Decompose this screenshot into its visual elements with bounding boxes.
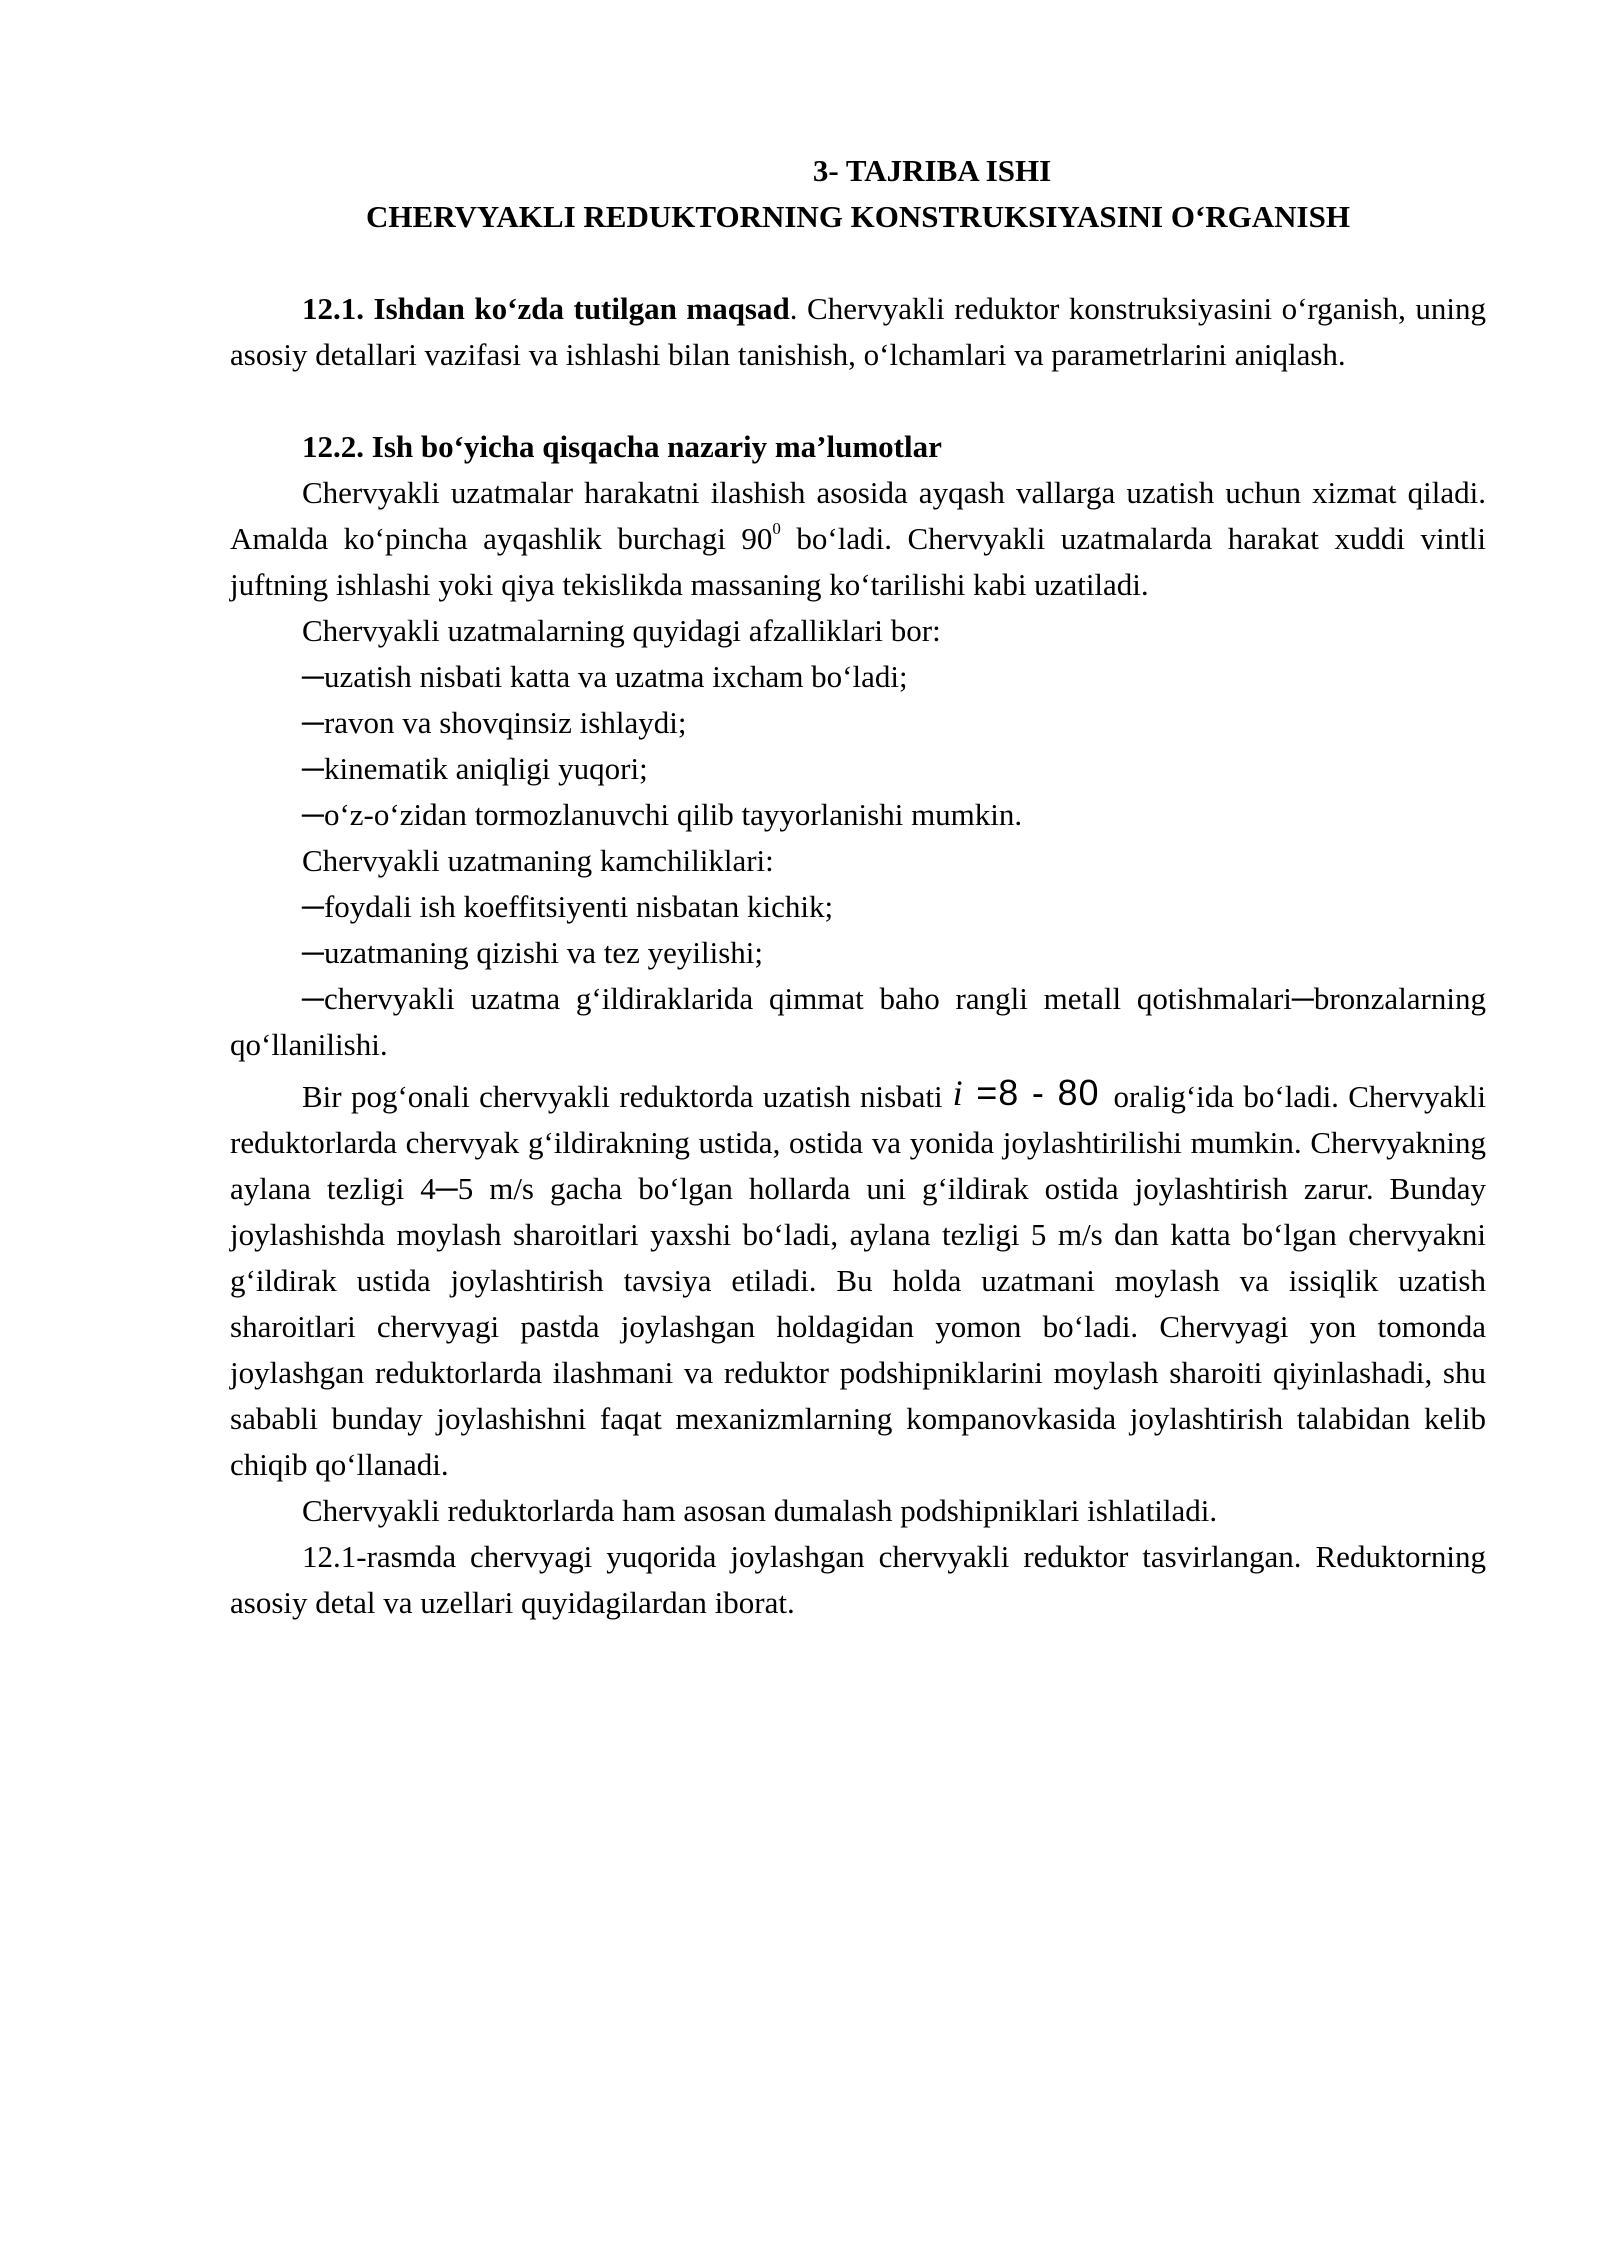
document-body	[230, 148, 1486, 1626]
formula-variable: i	[952, 1073, 964, 1113]
title-line-2: CHERVYAKLI REDUKTORNING KONSTRUKSIYASINI O‘RGANISH	[366, 199, 1350, 234]
section-2-heading: 12.2. Ish bo‘yicha qisqacha nazariy ma’lumotlar	[302, 429, 942, 464]
disadvantage-item: ─uzatmaning qizishi va tez yeyilishi;	[302, 935, 764, 970]
section-1-paragraph	[230, 286, 1486, 378]
section-1-heading: 12.1. Ishdan ko‘zda tutilgan maqsad	[302, 291, 790, 326]
paragraph-2-text-a: Bir pog‘onali chervyakli reduktorda uzatish nisbati	[302, 1079, 943, 1114]
advantage-item: ─uzatish nisbati katta va uzatma ixcham bo‘ladi;	[302, 659, 908, 694]
ratio-formula	[953, 1072, 1100, 1113]
formula-range: =8 - 80	[963, 1072, 1100, 1113]
section-2-paragraph-2	[230, 1072, 1486, 1488]
disadvantage-item: ─foydali ish koeffitsiyenti nisbatan kichik;	[302, 889, 834, 924]
paragraph-2-text-b: oralig‘ida bo‘ladi. Chervyakli reduktorlarda chervyak g‘ildirakning ustida, ostida va yonida joylashtirilishi mumkin. Chervyakning aylana tezligi 4─5 m/s gacha bo‘lgan hollarda uni g‘ildirak ostida joylashtirish zarur. Bunday joylashishda moylash sharoitlari yaxshi bo‘ladi, aylana tezligi 5 m/s dan katta bo‘lgan chervyakni g‘ildirak ustida joylashtirish tavsiya etiladi. Bu holda uzatmani moylash va issiqlik uzatish sharoitlari chervyagi pastda joylashgan holdagidan yomon bo‘ladi. Chervyagi yon tomonda joylashgan reduktorlarda ilashmani va reduktor podshipniklarini moylash sharoiti qiyinlashadi, shu sababli bunday joylashishni faqat mexanizmlarning kompanovkasida joylashtirish talabidan kelib chiqib qo‘llanadi.	[230, 1079, 1487, 1482]
advantages-intro: Chervyakli uzatmalarning quyidagi afzalliklari bor:	[302, 613, 941, 648]
paragraph-1-text-a: Chervyakli uzatmalar harakatni ilashish asosida ayqash vallarga uzatish uchun xizmat qiladi. Amalda ko‘pincha ayqashlik burchagi 90	[230, 475, 1486, 556]
section-2-paragraph-3: Chervyakli reduktorlarda ham asosan dumalash podshipniklari ishlatiladi.	[302, 1493, 1218, 1528]
advantage-item: ─ravon va shovqinsiz ishlaydi;	[302, 705, 687, 740]
disadvantages-intro: Chervyakli uzatmaning kamchiliklari:	[302, 843, 774, 878]
paragraph-1-text-b: bo‘ladi. Chervyakli uzatmalarda harakat xuddi vintli juftning ishlashi yoki qiya tekislikda massaning ko‘tarilishi kabi uzatiladi.	[230, 521, 1486, 602]
degree-superscript: 0	[772, 518, 781, 538]
section-1-text: . Chervyakli reduktor konstruksiyasini o‘rganish, uning asosiy detallari vazifasi va ishlashi bilan tanishish, o‘lchamlari va parametrlarini aniqlash.	[230, 291, 1487, 372]
title-line-1: 3- TAJRIBA ISHI	[812, 153, 1052, 188]
document-title	[230, 148, 1486, 240]
section-2-paragraph-1	[230, 470, 1486, 608]
disadvantage-item: ─chervyakli uzatma g‘ildiraklarida qimmat baho rangli metall qotishmalari─bronzalarning qo‘llanilishi.	[230, 981, 1486, 1062]
advantage-item: ─o‘z-o‘zidan tormozlanuvchi qilib tayyorlanishi mumkin.	[302, 797, 1023, 832]
advantage-item: ─kinematik aniqligi yuqori;	[302, 751, 648, 786]
section-2-paragraph-4: 12.1-rasmda chervyagi yuqorida joylashgan chervyakli reduktor tasvirlangan. Reduktorning asosiy detal va uzellari quyidagilardan iborat.	[230, 1539, 1486, 1620]
